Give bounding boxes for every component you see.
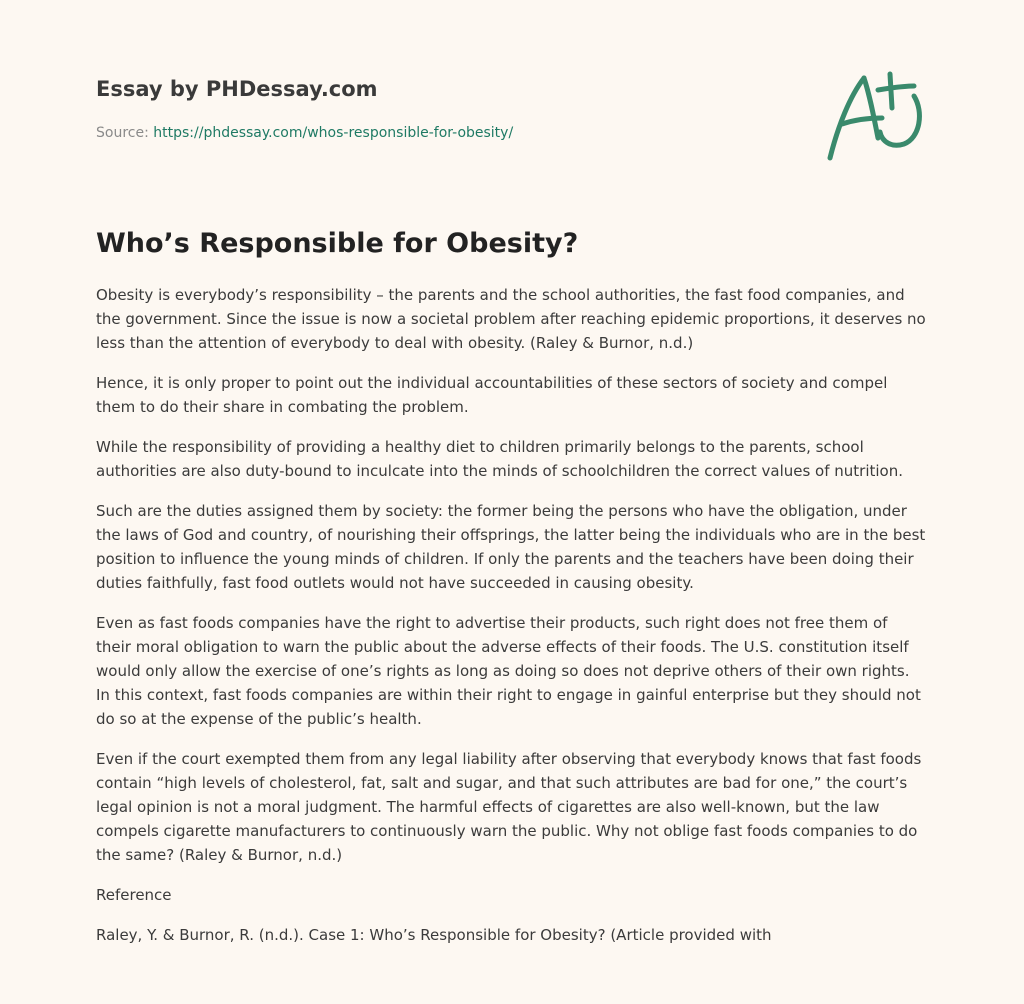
essay-paragraph: While the responsibility of providing a healthy diet to children primarily belongs to the parents, school authorities are also duty-bound to inculcate into the minds of schoolchildren the correct values of nutrition. [96,438,904,480]
essay-paragraph: Even as fast foods companies have the right to advertise their products, such right does not free them of their moral obligation to warn the public about the adverse effects of their foods. The U.S. constitution itself would only allow the exercise of one’s rights as long as doing so does not deprive others of their own rights. In this context, fast foods companies are within their right to engage in gainful enterprise but they should not do so at the expense of the public’s health. [96,614,921,728]
essay-paragraph: Even if the court exempted them from any legal liability after observing that everybody knows that fast foods contain “high levels of cholesterol, fat, salt and sugar, and that such attributes are bad for one,” the court’s legal opinion is not a moral judgment. The harmful effects of cigarettes are also well-known, but the law compels cigarette manufacturers to continuously warn the public. Why not oblige fast foods companies to do the same? (Raley & Burnor, n.d.) [96,750,922,864]
source-line [96,123,716,143]
source-label: Source: [96,125,149,141]
essay-paragraph: Such are the duties assigned them by society: the former being the persons who have the obligation, under the laws of God and country, of nourishing their offsprings, the latter being the individuals who are in the best position to influence the young minds of children. If only the parents and the teachers have been doing their duties faithfully, fast food outlets would not have succeeded in causing obesity. [96,502,926,592]
essay-paragraph: Obesity is everybody’s responsibility – the parents and the school authorities, the fast food companies, and the government. Since the issue is now a societal problem after reaching epidemic proportions, it deserves no less than the attention of everybody to deal with obesity. (Raley & Burnor, n.d.) [96,286,926,352]
site-header [96,74,716,143]
reference-heading: Reference [96,886,172,904]
site-title: Essay by PHDessay.com [96,77,378,101]
reference-entry: Raley, Y. & Burnor, R. (n.d.). Case 1: Who’s Responsible for Obesity? (Article provided with [96,926,772,944]
essay-paragraph: Hence, it is only proper to point out the individual accountabilities of these sectors of society and compel them to do their share in combating the problem. [96,374,888,416]
essay-title: Who’s Responsible for Obesity? [96,228,579,259]
a-plus-logo-icon [820,66,930,166]
source-link[interactable]: https://phdessay.com/whos-responsible-for-obesity/ [153,125,514,141]
essay-content [96,224,926,963]
